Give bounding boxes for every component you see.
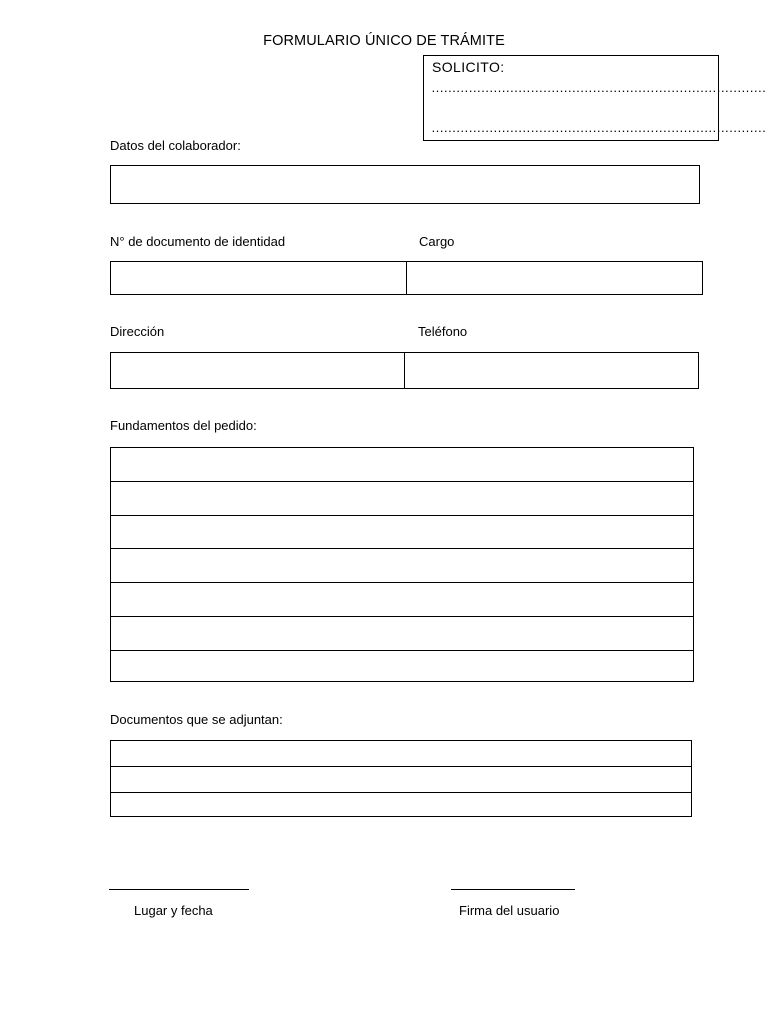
direccion-label: Dirección <box>110 324 165 339</box>
fundamentos-row[interactable] <box>111 516 693 549</box>
form-title: FORMULARIO ÚNICO DE TRÁMITE <box>263 33 505 49</box>
documento-field[interactable] <box>110 261 407 295</box>
fundamentos-row[interactable] <box>111 583 693 617</box>
fundamentos-row[interactable] <box>111 549 693 583</box>
colaborador-label: Datos del colaborador: <box>110 138 241 153</box>
lugar-fecha-line[interactable] <box>109 889 249 890</box>
fundamentos-label: Fundamentos del pedido: <box>110 418 257 433</box>
direccion-field[interactable] <box>110 352 405 389</box>
fundamentos-row[interactable] <box>111 448 693 482</box>
solicito-label: SOLICITO: <box>432 59 505 75</box>
telefono-field[interactable] <box>404 352 699 389</box>
fundamentos-row[interactable] <box>111 617 693 651</box>
cargo-field[interactable] <box>406 261 703 295</box>
documentos-row[interactable] <box>111 793 691 816</box>
documentos-row[interactable] <box>111 741 691 767</box>
lugar-fecha-label: Lugar y fecha <box>134 903 213 918</box>
fundamentos-row[interactable] <box>111 651 693 681</box>
fundamentos-table <box>110 447 694 682</box>
documentos-label: Documentos que se adjuntan: <box>110 712 283 727</box>
cargo-label: Cargo <box>419 234 455 249</box>
solicito-box[interactable] <box>423 55 766 141</box>
documentos-table <box>110 740 692 817</box>
solicito-line-1: ……………………………………………………………………… <box>431 80 766 95</box>
fundamentos-row[interactable] <box>111 482 693 516</box>
documento-label: N° de documento de identidad <box>110 234 286 249</box>
firma-line[interactable] <box>451 889 575 890</box>
solicito-line-2: ……………………………………………………………………… <box>431 120 766 135</box>
colaborador-field[interactable] <box>110 165 700 204</box>
documentos-row[interactable] <box>111 767 691 793</box>
telefono-label: Teléfono <box>418 324 468 339</box>
firma-label: Firma del usuario <box>459 903 560 918</box>
